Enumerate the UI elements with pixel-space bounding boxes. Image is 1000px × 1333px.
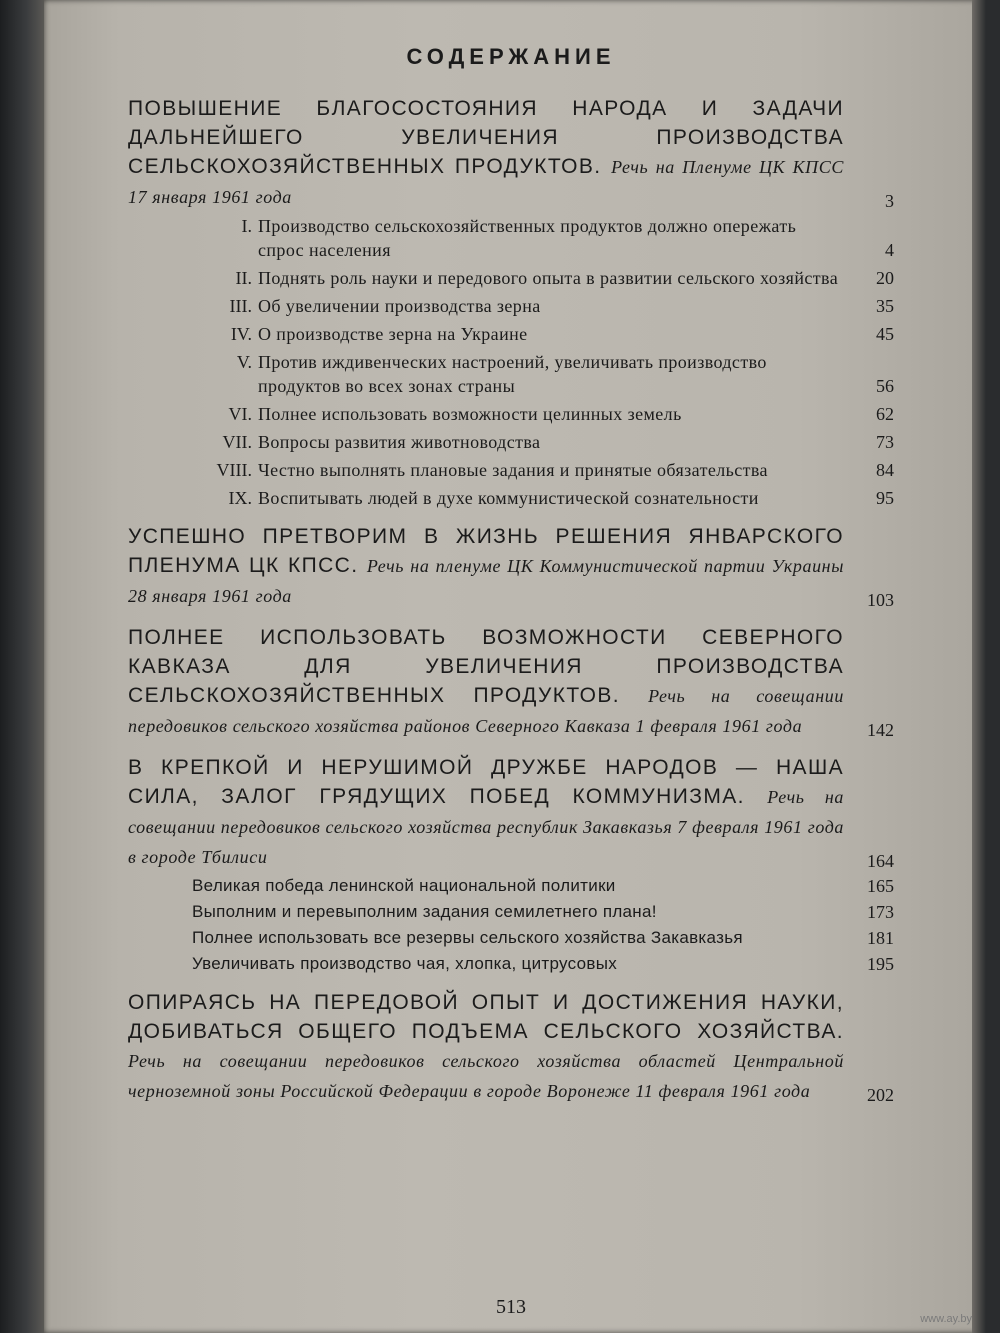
toc-subentry-text: Честно выполнять плановые задания и принятые обязательства xyxy=(258,460,768,480)
toc-entry-heading-line xyxy=(128,94,894,212)
toc-entry-heading: ОПИРАЯСЬ НА ПЕРЕДОВОЙ ОПЫТ И ДОСТИЖЕНИЯ НАУКИ, ДОБИВАТЬСЯ ОБЩЕГО ПОДЪЕМА СЕЛЬСКОГО ХОЗЯЙСТВА. xyxy=(128,991,844,1043)
toc-subentry-number: VI. xyxy=(228,404,252,424)
toc-subentry-page: 173 xyxy=(867,902,894,922)
toc-entry-heading: ПОЛНЕЕ ИСПОЛЬЗОВАТЬ ВОЗМОЖНОСТИ СЕВЕРНОГО КАВКАЗА ДЛЯ УВЕЛИЧЕНИЯ ПРОИЗВОДСТВА СЕЛЬСКОХОЗЯЙСТВЕННЫХ ПРОДУКТОВ. xyxy=(128,626,844,707)
toc-subentry-text: О производстве зерна на Украине xyxy=(258,324,528,344)
page-number: 513 xyxy=(496,1296,526,1318)
toc-entry-page: 164 xyxy=(867,851,894,871)
toc-subentry-page: 195 xyxy=(867,954,894,974)
toc-subentry xyxy=(128,874,894,898)
toc-subentry xyxy=(128,486,894,510)
toc-entry-speech: Речь на совещании передовиков сельского хозяйства районов Северного Кавказа 1 февраля 1961 года xyxy=(128,686,844,736)
toc-subentry-text: Выполним и перевыполним задания семилетнего плана! xyxy=(192,902,657,921)
toc-entry-2 xyxy=(128,522,894,611)
toc-subentry xyxy=(128,322,894,346)
toc-entry-heading-line xyxy=(128,753,894,872)
toc-entry-speech: Речь на пленуме ЦК Коммунистической партии Украины 28 января 1961 года xyxy=(128,556,844,606)
toc-entry-3 xyxy=(128,623,894,741)
toc-subentry-text: Великая победа ленинской национальной политики xyxy=(192,876,616,895)
toc-subentry-text: Поднять роль науки и передового опыта в развитии сельского хозяйства xyxy=(258,268,839,288)
toc-entry-heading-line xyxy=(128,623,894,741)
toc-subentry-page: 20 xyxy=(876,268,894,288)
toc-entry-speech: Речь на совещании передовиков сельского хозяйства республик Закавказья 7 февраля 1961 года в городе Тбилиси xyxy=(128,787,844,867)
toc-subentry xyxy=(128,900,894,924)
toc-subentry xyxy=(128,294,894,318)
toc-subentry-page: 181 xyxy=(867,928,894,948)
toc-subentry-page: 4 xyxy=(885,240,894,260)
toc-entry-speech: Речь на совещании передовиков сельского хозяйства областей Центральной черноземной зоны Российской Федерации в городе Воронеже 11 февраля 1961 года xyxy=(128,1051,844,1101)
toc-subentry-page: 73 xyxy=(876,432,894,452)
toc-subentry-text: Производство сельскохозяйственных продуктов должно опережать спрос населения xyxy=(258,216,797,260)
toc-subentry-text: Воспитывать людей в духе коммунистической сознательности xyxy=(258,488,759,508)
toc-subentry xyxy=(128,952,894,976)
toc-subentry-page: 84 xyxy=(876,460,894,480)
toc-subentry-number: II. xyxy=(235,268,252,288)
toc-subentry-page: 56 xyxy=(876,376,894,396)
toc-subentry xyxy=(128,214,894,262)
book-spine-shadow xyxy=(0,0,44,1333)
toc-entry-heading: ПОВЫШЕНИЕ БЛАГОСОСТОЯНИЯ НАРОДА И ЗАДАЧИ ДАЛЬНЕЙШЕГО УВЕЛИЧЕНИЯ ПРОИЗВОДСТВА СЕЛЬСКОХОЗЯЙСТВЕННЫХ ПРОДУКТОВ. xyxy=(128,97,844,178)
toc-subentry-page: 165 xyxy=(867,876,894,896)
toc-entry-5 xyxy=(128,988,894,1106)
toc-subentry-page: 95 xyxy=(876,488,894,508)
toc-subentry-number: IX. xyxy=(228,488,252,508)
toc-entry-page: 3 xyxy=(885,191,894,211)
toc-subentry-text: Полнее использовать все резервы сельского хозяйства Закавказья xyxy=(192,928,743,947)
toc-entry-4 xyxy=(128,753,894,976)
toc-entry-page: 103 xyxy=(867,590,894,610)
toc-subentry-page: 45 xyxy=(876,324,894,344)
toc-subentry-text: Против иждивенческих настроений, увеличивать производство продуктов во всех зонах страны xyxy=(258,352,767,396)
toc-entry-heading: В КРЕПКОЙ И НЕРУШИМОЙ ДРУЖБЕ НАРОДОВ — НАША СИЛА, ЗАЛОГ ГРЯДУЩИХ ПОБЕД КОММУНИЗМА. xyxy=(128,756,844,808)
toc-subentry xyxy=(128,402,894,426)
toc-subentry-page: 62 xyxy=(876,404,894,424)
toc-subentry-number: I. xyxy=(241,216,252,236)
toc-subentry-number: V. xyxy=(236,352,252,372)
watermark: www.ay.by xyxy=(920,1313,972,1325)
toc-entry-heading-line xyxy=(128,522,894,611)
toc-subentry-text: Увеличивать производство чая, хлопка, цитрусовых xyxy=(192,954,618,973)
toc-subentry xyxy=(128,926,894,950)
table-of-contents xyxy=(128,36,894,1318)
toc-subentry xyxy=(128,350,894,398)
toc-subentry xyxy=(128,266,894,290)
toc-entry-page: 142 xyxy=(867,720,894,740)
page-title: СОДЕРЖАНИЕ xyxy=(406,44,616,69)
toc-entry-speech: Речь на Пленуме ЦК КПСС 17 января 1961 года xyxy=(128,157,844,207)
toc-subentry-text: Полнее использовать возможности целинных земель xyxy=(258,404,682,424)
toc-subentry-number: IV. xyxy=(230,324,252,344)
toc-subentry xyxy=(128,430,894,454)
toc-subentry-number: VII. xyxy=(222,432,252,452)
toc-entry-1 xyxy=(128,94,894,510)
toc-subentry-number: VIII. xyxy=(216,460,252,480)
toc-entry-heading-line xyxy=(128,988,894,1106)
page-right-edge xyxy=(972,0,986,1333)
toc-entry-heading: УСПЕШНО ПРЕТВОРИМ В ЖИЗНЬ РЕШЕНИЯ ЯНВАРСКОГО ПЛЕНУМА ЦК КПСС. xyxy=(128,525,844,577)
toc-subentry-text: Об увеличении производства зерна xyxy=(258,296,541,316)
book-page xyxy=(44,0,986,1333)
toc-subentry-number: III. xyxy=(229,296,252,316)
toc-subentry-page: 35 xyxy=(876,296,894,316)
toc-entry-page: 202 xyxy=(867,1085,894,1105)
toc-subentry-text: Вопросы развития животноводства xyxy=(258,432,541,452)
toc-subentry xyxy=(128,458,894,482)
